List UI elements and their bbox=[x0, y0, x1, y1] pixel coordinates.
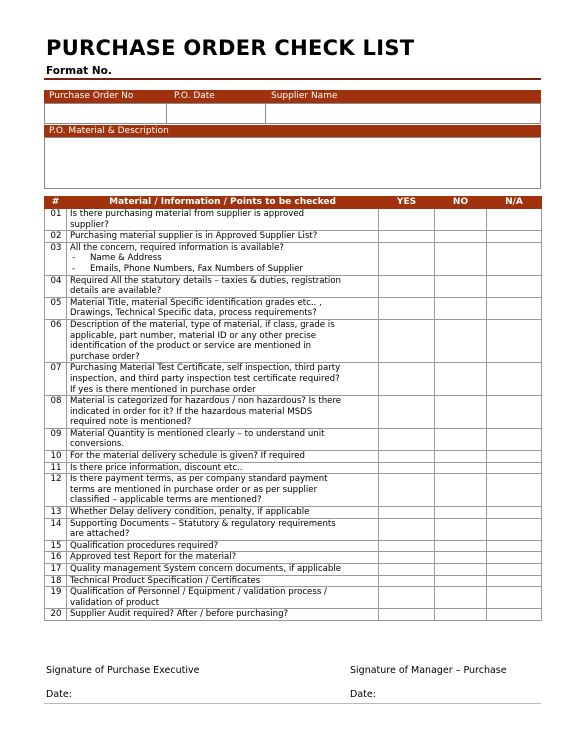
po-header-fields bbox=[44, 103, 541, 124]
checklist-row bbox=[45, 396, 542, 429]
row-number: 10 bbox=[45, 451, 67, 463]
checklist-row bbox=[45, 518, 542, 540]
supplier-name-field[interactable] bbox=[266, 104, 540, 123]
checkbox-cell-na[interactable] bbox=[487, 363, 542, 396]
row-description bbox=[67, 209, 379, 231]
checkbox-cell-yes[interactable] bbox=[379, 575, 435, 587]
checkbox-cell-no[interactable] bbox=[435, 564, 487, 576]
description-line: supplier? bbox=[70, 219, 109, 230]
checkbox-cell-yes[interactable] bbox=[379, 363, 435, 396]
description-line: identification of the product or service are mentioned in bbox=[70, 341, 312, 352]
description-line: purchase order? bbox=[70, 351, 140, 362]
checkbox-cell-na[interactable] bbox=[487, 564, 542, 576]
checklist-row bbox=[45, 275, 542, 297]
checkbox-cell-yes[interactable] bbox=[379, 564, 435, 576]
checklist-row bbox=[45, 462, 542, 474]
footer-rule bbox=[44, 703, 541, 704]
checklist-row bbox=[45, 609, 542, 621]
checklist-row bbox=[45, 474, 542, 507]
row-description bbox=[67, 275, 379, 297]
description-line: All the concern, required information is available? bbox=[70, 242, 284, 253]
column-number: # bbox=[45, 197, 67, 209]
checklist-row bbox=[45, 507, 542, 519]
po-date-field[interactable] bbox=[167, 104, 266, 123]
column-points: Material / Information / Points to be checked bbox=[67, 197, 379, 209]
row-description bbox=[67, 297, 379, 319]
description-line: For the material delivery schedule is given? If required bbox=[70, 451, 305, 462]
checkbox-cell-na[interactable] bbox=[487, 275, 542, 297]
description-line: Is there purchasing material from supplier is approved bbox=[70, 209, 305, 219]
description-line: Material Quantity is mentioned clearly – to understand unit bbox=[70, 428, 325, 439]
checkbox-cell-no[interactable] bbox=[435, 507, 487, 519]
checklist-table bbox=[44, 196, 542, 621]
row-description bbox=[67, 564, 379, 576]
po-date-label: P.O. Date bbox=[174, 91, 215, 101]
checkbox-cell-yes[interactable] bbox=[379, 242, 435, 275]
checkbox-cell-yes[interactable] bbox=[379, 396, 435, 429]
row-number: 06 bbox=[45, 319, 67, 362]
checkbox-cell-yes[interactable] bbox=[379, 209, 435, 231]
checkbox-cell-no[interactable] bbox=[435, 474, 487, 507]
checkbox-cell-no[interactable] bbox=[435, 242, 487, 275]
description-line: terms are mentioned in purchase order or as per supplier bbox=[70, 484, 318, 495]
checkbox-cell-na[interactable] bbox=[487, 462, 542, 474]
description-line: Description of the material, type of material, if class, grade is bbox=[70, 319, 335, 330]
description-sub-item: - Emails, Phone Numbers, Fax Numbers of Supplier bbox=[70, 264, 376, 275]
checkbox-cell-na[interactable] bbox=[487, 231, 542, 243]
row-number: 03 bbox=[45, 242, 67, 275]
description-line: validation of product bbox=[70, 597, 160, 608]
executive-date-label: Date: bbox=[46, 689, 72, 700]
row-number: 09 bbox=[45, 428, 67, 450]
checkbox-cell-yes[interactable] bbox=[379, 231, 435, 243]
po-number-label: Purchase Order No bbox=[49, 91, 134, 101]
checklist-header-row bbox=[45, 197, 542, 209]
po-number-field[interactable] bbox=[45, 104, 167, 123]
checklist-row bbox=[45, 319, 542, 362]
checklist-row bbox=[45, 564, 542, 576]
description-line: indicated in order for it? If the hazardous material MSDS bbox=[70, 406, 313, 417]
description-line: Is there price information, discount etc.. bbox=[70, 462, 243, 473]
column-yes: YES bbox=[379, 197, 435, 209]
checklist-row bbox=[45, 363, 542, 396]
checkbox-cell-no[interactable] bbox=[435, 587, 487, 609]
row-number: 13 bbox=[45, 507, 67, 519]
checkbox-cell-no[interactable] bbox=[435, 575, 487, 587]
description-line: Required All the statutory details – taxies & duties, registration bbox=[70, 275, 342, 286]
row-number: 14 bbox=[45, 518, 67, 540]
row-description bbox=[67, 507, 379, 519]
title-rule bbox=[44, 78, 541, 80]
row-description bbox=[67, 609, 379, 621]
checkbox-cell-na[interactable] bbox=[487, 609, 542, 621]
checklist-row bbox=[45, 552, 542, 564]
checklist-row bbox=[45, 540, 542, 552]
checkbox-cell-no[interactable] bbox=[435, 518, 487, 540]
row-description bbox=[67, 552, 379, 564]
description-line: required note is mentioned? bbox=[70, 417, 192, 428]
row-description bbox=[67, 575, 379, 587]
checklist-row bbox=[45, 575, 542, 587]
checkbox-cell-yes[interactable] bbox=[379, 609, 435, 621]
checkbox-cell-no[interactable] bbox=[435, 231, 487, 243]
column-na: N/A bbox=[487, 197, 542, 209]
description-line: details are available? bbox=[70, 286, 162, 297]
checkbox-cell-no[interactable] bbox=[435, 363, 487, 396]
row-number: 16 bbox=[45, 552, 67, 564]
checkbox-cell-na[interactable] bbox=[487, 428, 542, 450]
description-line: inspection, and third party inspection test certificate required? bbox=[70, 373, 340, 384]
checkbox-cell-no[interactable] bbox=[435, 319, 487, 362]
row-description bbox=[67, 428, 379, 450]
checkbox-cell-yes[interactable] bbox=[379, 451, 435, 463]
description-line: Technical Product Specification / Certificates bbox=[70, 575, 261, 586]
row-number: 04 bbox=[45, 275, 67, 297]
description-line: Whether Delay delivery condition, penalty, if applicable bbox=[70, 507, 310, 518]
purchase-executive-signature-label: Signature of Purchase Executive bbox=[46, 665, 200, 676]
row-description bbox=[67, 451, 379, 463]
checklist-row bbox=[45, 297, 542, 319]
description-line: applicable, part number, material ID or any other precise bbox=[70, 330, 317, 341]
supplier-name-label: Supplier Name bbox=[271, 91, 338, 101]
row-description bbox=[67, 363, 379, 396]
row-number: 08 bbox=[45, 396, 67, 429]
checkbox-cell-no[interactable] bbox=[435, 275, 487, 297]
checklist-row bbox=[45, 428, 542, 450]
row-number: 01 bbox=[45, 209, 67, 231]
checkbox-cell-na[interactable] bbox=[487, 451, 542, 463]
checkbox-cell-yes[interactable] bbox=[379, 275, 435, 297]
row-description bbox=[67, 474, 379, 507]
checkbox-cell-na[interactable] bbox=[487, 518, 542, 540]
row-description bbox=[67, 587, 379, 609]
description-line: Material Title, material Specific identification grades etc.. , bbox=[70, 297, 322, 308]
checkbox-cell-yes[interactable] bbox=[379, 297, 435, 319]
material-description-field[interactable] bbox=[44, 137, 541, 189]
description-line: Is there payment terms, as per company standard payment bbox=[70, 474, 328, 485]
row-number: 05 bbox=[45, 297, 67, 319]
checkbox-cell-yes[interactable] bbox=[379, 428, 435, 450]
row-number: 19 bbox=[45, 587, 67, 609]
checkbox-cell-na[interactable] bbox=[487, 209, 542, 231]
checkbox-cell-no[interactable] bbox=[435, 540, 487, 552]
checklist-row bbox=[45, 451, 542, 463]
checklist-row bbox=[45, 209, 542, 231]
checkbox-cell-no[interactable] bbox=[435, 297, 487, 319]
checkbox-cell-no[interactable] bbox=[435, 209, 487, 231]
row-description bbox=[67, 518, 379, 540]
row-number: 15 bbox=[45, 540, 67, 552]
description-line: Material is categorized for hazardous / non hazardous? Is there bbox=[70, 396, 342, 407]
row-description bbox=[67, 231, 379, 243]
checkbox-cell-na[interactable] bbox=[487, 540, 542, 552]
checkbox-cell-no[interactable] bbox=[435, 396, 487, 429]
row-number: 12 bbox=[45, 474, 67, 507]
checkbox-cell-no[interactable] bbox=[435, 609, 487, 621]
description-line: If yes is there mentioned in purchase order bbox=[70, 384, 256, 395]
row-number: 07 bbox=[45, 363, 67, 396]
checkbox-cell-yes[interactable] bbox=[379, 540, 435, 552]
checkbox-cell-yes[interactable] bbox=[379, 462, 435, 474]
checkbox-cell-no[interactable] bbox=[435, 451, 487, 463]
po-header-bar bbox=[44, 90, 541, 103]
row-description bbox=[67, 319, 379, 362]
checkbox-cell-na[interactable] bbox=[487, 319, 542, 362]
checkbox-cell-na[interactable] bbox=[487, 552, 542, 564]
checkbox-cell-na[interactable] bbox=[487, 575, 542, 587]
description-line: conversions. bbox=[70, 439, 125, 450]
description-line: Purchasing material supplier is in Approved Supplier List? bbox=[70, 231, 318, 242]
description-line: Approved test Report for the material? bbox=[70, 552, 237, 563]
row-number: 18 bbox=[45, 575, 67, 587]
checkbox-cell-na[interactable] bbox=[487, 507, 542, 519]
description-line: are attached? bbox=[70, 529, 130, 540]
checkbox-cell-na[interactable] bbox=[487, 474, 542, 507]
checkbox-cell-yes[interactable] bbox=[379, 552, 435, 564]
checkbox-cell-yes[interactable] bbox=[379, 518, 435, 540]
purchase-manager-signature-label: Signature of Manager – Purchase bbox=[350, 665, 507, 676]
checkbox-cell-no[interactable] bbox=[435, 428, 487, 450]
material-header-bar bbox=[44, 125, 541, 137]
row-number: 11 bbox=[45, 462, 67, 474]
checkbox-cell-na[interactable] bbox=[487, 587, 542, 609]
checklist-row bbox=[45, 231, 542, 243]
row-description bbox=[67, 462, 379, 474]
page-title: PURCHASE ORDER CHECK LIST bbox=[46, 36, 415, 60]
description-sub-item: - Name & Address bbox=[70, 253, 376, 264]
material-description-label: P.O. Material & Description bbox=[49, 126, 169, 136]
description-line: Qualification procedures required? bbox=[70, 540, 219, 551]
description-line: Qualification of Personnel / Equipment / validation process / bbox=[70, 587, 327, 598]
description-line: Supporting Documents – Statutory & regulatory requirements bbox=[70, 518, 336, 529]
format-number-label: Format No. bbox=[46, 65, 112, 77]
description-line: Drawings, Technical Specific data, process requirements? bbox=[70, 308, 317, 319]
row-description bbox=[67, 242, 379, 275]
checkbox-cell-yes[interactable] bbox=[379, 319, 435, 362]
checklist-row bbox=[45, 242, 542, 275]
checkbox-cell-no[interactable] bbox=[435, 462, 487, 474]
checkbox-cell-yes[interactable] bbox=[379, 507, 435, 519]
checkbox-cell-yes[interactable] bbox=[379, 587, 435, 609]
checkbox-cell-no[interactable] bbox=[435, 552, 487, 564]
checklist-body bbox=[45, 209, 542, 621]
checklist-row bbox=[45, 587, 542, 609]
checkbox-cell-na[interactable] bbox=[487, 242, 542, 275]
manager-date-label: Date: bbox=[350, 689, 376, 700]
description-line: Quality management System concern documents, if applicable bbox=[70, 564, 342, 574]
row-number: 17 bbox=[45, 564, 67, 576]
checkbox-cell-na[interactable] bbox=[487, 297, 542, 319]
row-number: 20 bbox=[45, 609, 67, 621]
row-description bbox=[67, 396, 379, 429]
description-line: Purchasing Material Test Certificate, self inspection, third party bbox=[70, 363, 341, 374]
checkbox-cell-yes[interactable] bbox=[379, 474, 435, 507]
description-line: classified – applicable terms are mentioned? bbox=[70, 495, 262, 506]
row-number: 02 bbox=[45, 231, 67, 243]
column-no: NO bbox=[435, 197, 487, 209]
description-line: Supplier Audit required? After / before purchasing? bbox=[70, 609, 289, 620]
checkbox-cell-na[interactable] bbox=[487, 396, 542, 429]
row-description bbox=[67, 540, 379, 552]
